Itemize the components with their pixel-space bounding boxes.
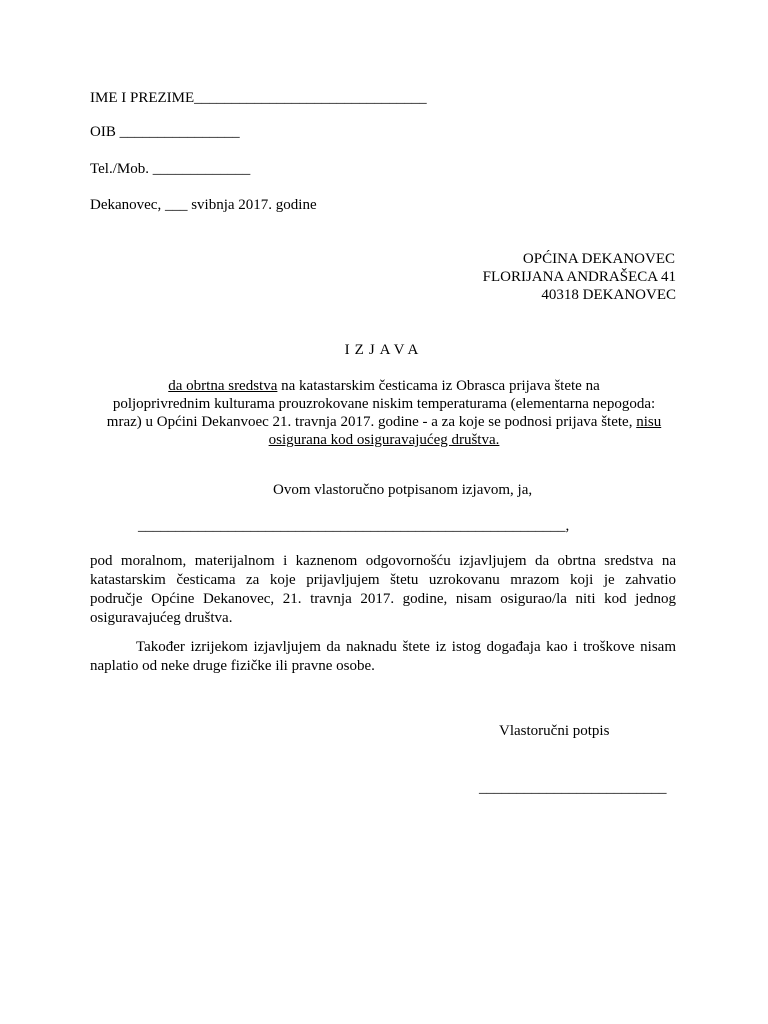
paragraph-2-line-1: Također izrijekom izjavljujem da naknadu štete iz istog događaja kao i troškove nisam	[136, 639, 676, 655]
subject-underlined-phrase: da obrtna sredstva	[168, 378, 278, 394]
signer-name-blank: _________________________________________________________,	[138, 518, 570, 534]
recipient-street: FLORIJANA ANDRAŠECA 41	[482, 269, 676, 285]
paragraph-1-line-2: katastarskim česticama za koje prijavljujem štetu uzrokovanu mrazom koji je zahvatio	[90, 572, 676, 588]
subject-text: na katastarskim česticama iz Obrasca prijava štete na	[277, 378, 600, 394]
place-date-line: Dekanovec, ___ svibnja 2017. godine	[90, 197, 317, 213]
subject-text: mraz) u Općini Dekanvoec 21. travnja 2017. godine - a za koje se podnosi prijava štete,	[106, 414, 637, 430]
subject-line-3	[84, 413, 684, 432]
oib-field-line: OIB ________________	[90, 124, 240, 140]
subject-underlined-word: nisu	[636, 414, 662, 430]
paragraph-1-line-1: pod moralnom, materijalnom i kaznenom odgovornošću izjavljujem da obrtna sredstva na	[90, 553, 676, 569]
subject-line-1	[84, 377, 684, 396]
document-title: IZJAVA	[344, 342, 424, 358]
subject-line-4: osigurana kod osiguravajućeg društva.	[268, 432, 500, 448]
paragraph-1-line-3: područje Općine Dekanovec, 21. travnja 2017. godine, nisam osigurao/la niti kod jednog	[90, 591, 676, 607]
paragraph-2-line-2: naplatio od neke druge fizičke ili pravne osobe.	[90, 658, 375, 674]
declaration-paragraph-2	[90, 638, 676, 676]
intro-sentence: Ovom vlastoručno potpisanom izjavom, ja,	[273, 482, 533, 498]
paragraph-1-line-4: osiguravajućeg društva.	[90, 610, 233, 626]
name-field-line: IME I PREZIME_______________________________	[90, 90, 427, 106]
recipient-name: OPĆINA DEKANOVEC	[522, 251, 675, 267]
signature-label: Vlastoručni potpis	[499, 723, 610, 739]
phone-field-line: Tel./Mob. _____________	[90, 161, 251, 177]
recipient-postal-city: 40318 DEKANOVEC	[541, 287, 676, 303]
declaration-paragraph-1	[90, 552, 676, 628]
signature-line: _________________________	[479, 780, 667, 796]
subject-line-2: poljoprivrednim kulturama prouzrokovane niskim temperaturama (elementarna nepogoda:	[112, 396, 656, 412]
